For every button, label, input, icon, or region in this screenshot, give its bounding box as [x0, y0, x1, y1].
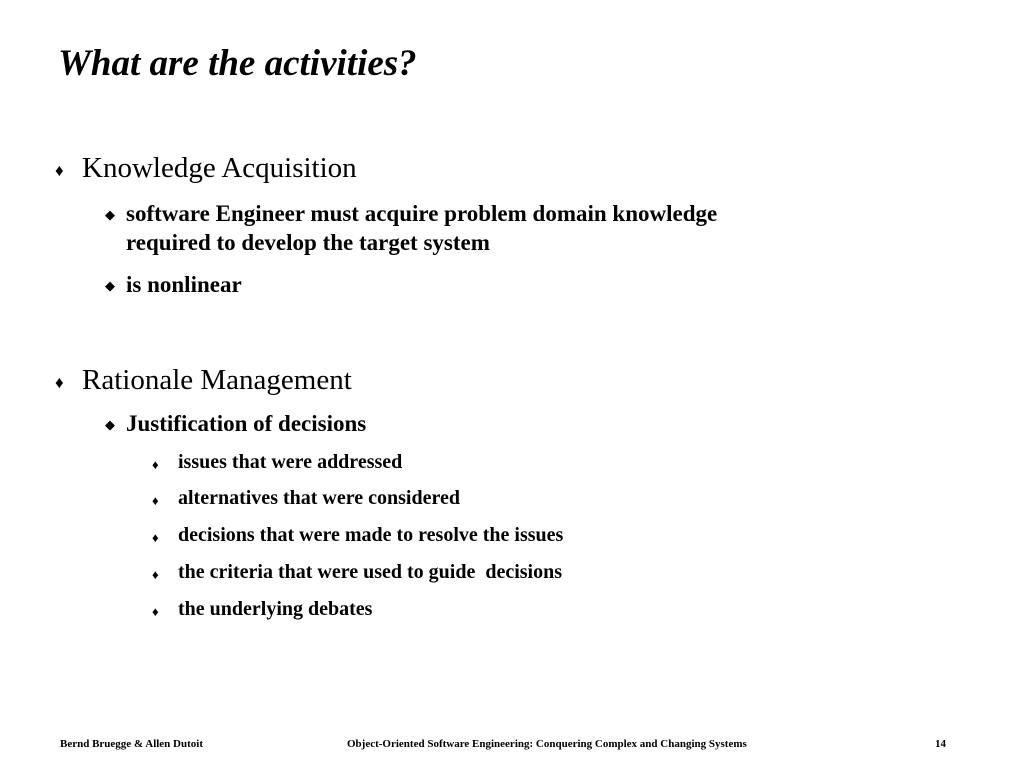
diamond-bullet-icon: ◆ — [105, 207, 115, 222]
subsubbullet-text: decisions that were made to resolve the issues — [178, 524, 564, 546]
subbullet-text: Justification of decisions — [126, 411, 367, 436]
subsubbullet-text: the underlying debates — [178, 598, 373, 620]
subsubbullet-issues — [152, 450, 402, 477]
subsubbullet-text: the criteria that were used to guide decisions — [178, 561, 563, 583]
subsubbullet-decisions — [152, 523, 563, 550]
diamond-bullet-icon: ♦ — [152, 604, 159, 619]
subsubbullet-alternatives — [152, 486, 460, 513]
bullet-text: Knowledge Acquisition — [82, 152, 357, 184]
diamond-bullet-icon: ♦ — [152, 567, 159, 582]
diamond-bullet-icon: ◆ — [105, 278, 115, 293]
diamond-bullet-icon: ♦ — [55, 373, 64, 392]
footer-page-number: 14 — [935, 738, 946, 750]
subbullet-justification — [105, 409, 366, 439]
diamond-bullet-icon: ◆ — [105, 417, 115, 432]
subbullet-text: is nonlinear — [126, 272, 242, 297]
subbullet-text-line: required to develop the target system — [126, 230, 490, 255]
slide-title: What are the activities? — [58, 43, 417, 84]
bullet-rationale-management — [55, 362, 352, 401]
subbullet-text — [126, 199, 717, 257]
subsubbullet-text: alternatives that were considered — [178, 487, 460, 509]
subbullet-nonlinear — [105, 270, 242, 300]
subbullet-text-line: software Engineer must acquire problem domain knowledge — [126, 201, 718, 226]
diamond-bullet-icon: ♦ — [152, 457, 159, 472]
subsubbullet-criteria — [152, 560, 562, 587]
bullet-text: Rationale Management — [82, 364, 352, 396]
subsubbullet-text: issues that were addressed — [178, 451, 403, 473]
diamond-bullet-icon: ♦ — [152, 530, 159, 545]
diamond-bullet-icon: ♦ — [152, 493, 159, 508]
footer-authors: Bernd Bruegge & Allen Dutoit — [60, 738, 203, 750]
bullet-knowledge-acquisition — [55, 150, 357, 189]
subsubbullet-debates — [152, 597, 372, 624]
subbullet-domain-knowledge — [105, 199, 717, 257]
diamond-bullet-icon: ♦ — [55, 161, 64, 180]
footer-course-title: Object-Oriented Software Engineering: Conquering Complex and Changing Systems — [347, 738, 747, 750]
